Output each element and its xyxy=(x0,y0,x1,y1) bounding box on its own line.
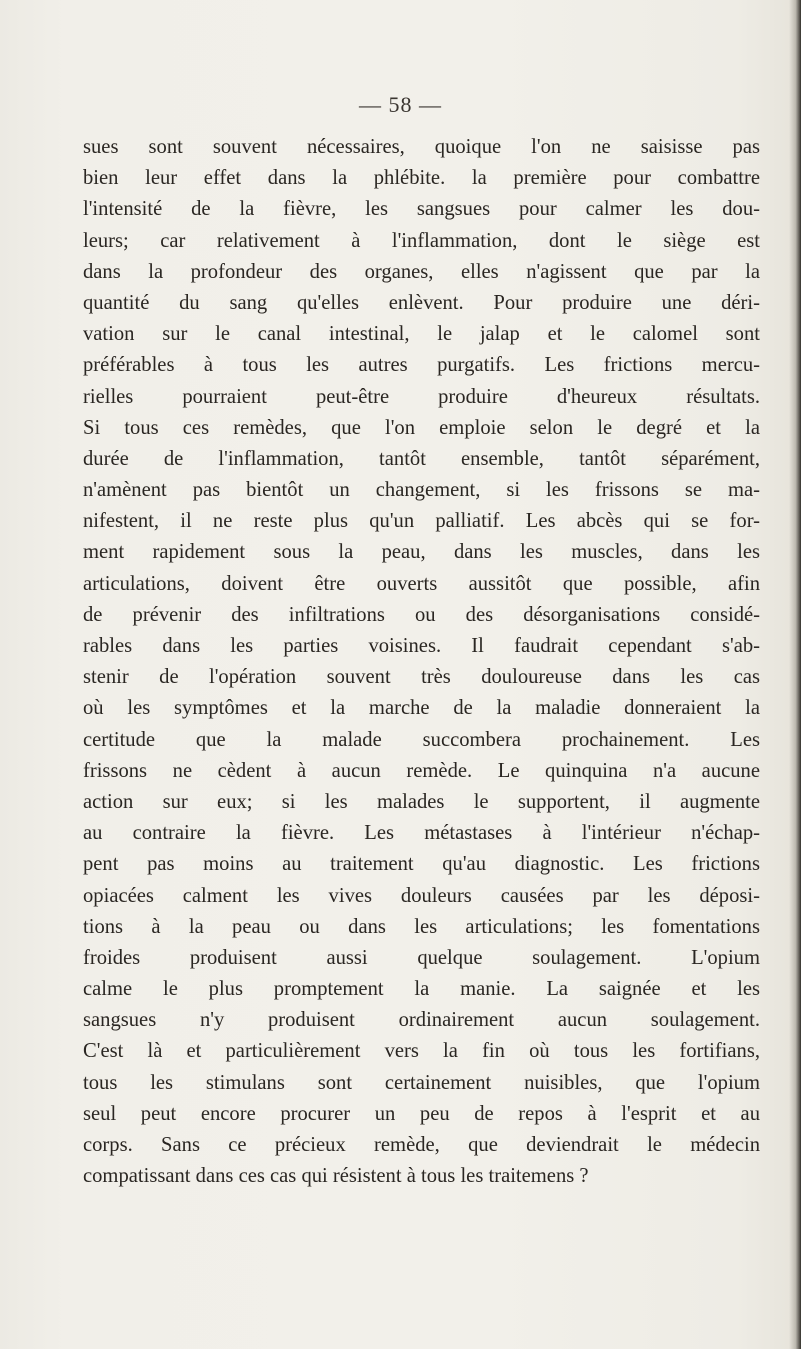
text-line: tions à la peau ou dans les articulations; les fomentations xyxy=(83,915,760,938)
text-line: quantité du sang qu'elles enlèvent. Pour produire une déri- xyxy=(83,291,760,314)
text-line: stenir de l'opération souvent très douloureuse dans les cas xyxy=(83,666,760,689)
text-line: Si tous ces remèdes, que l'on emploie selon le degré et la xyxy=(83,416,760,439)
text-line: pent pas moins au traitement qu'au diagnostic. Les frictions xyxy=(83,853,760,876)
text-line: seul peut encore procurer un peu de repos à l'esprit et au xyxy=(83,1102,760,1125)
text-line: action sur eux; si les malades le supportent, il augmente xyxy=(83,790,760,813)
text-line: de prévenir des infiltrations ou des désorganisations considé- xyxy=(83,603,760,626)
text-line: frissons ne cèdent à aucun remède. Le quinquina n'a aucune xyxy=(83,759,760,782)
text-line: C'est là et particulièrement vers la fin où tous les fortifians, xyxy=(83,1040,760,1063)
text-line: sues sont souvent nécessaires, quoique l'on ne saisisse pas xyxy=(83,136,760,158)
text-line: au contraire la fièvre. Les métastases à l'intérieur n'échap- xyxy=(83,822,760,845)
text-line: où les symptômes et la marche de la maladie donneraient la xyxy=(83,697,760,720)
text-line: rables dans les parties voisines. Il faudrait cependant s'ab- xyxy=(83,635,760,657)
text-line: rielles pourraient peut-être produire d'heureux résultats. xyxy=(83,385,760,408)
page-binding-edge xyxy=(789,0,801,1349)
text-line: durée de l'inflammation, tantôt ensemble, tantôt séparément, xyxy=(83,447,760,470)
text-line: leurs; car relativement à l'inflammation, dont le siège est xyxy=(83,229,760,252)
text-line: préférables à tous les autres purgatifs. Les frictions mercu- xyxy=(83,354,760,377)
text-line: ment rapidement sous la peau, dans les muscles, dans les xyxy=(83,541,760,564)
text-line: articulations, doivent être ouverts aussitôt que possible, afin xyxy=(83,572,760,595)
text-line: corps. Sans ce précieux remède, que deviendrait le médecin xyxy=(83,1134,760,1156)
text-line: sangsues n'y produisent ordinairement aucun soulagement. xyxy=(83,1009,760,1032)
text-line: tous les stimulans sont certainement nuisibles, que l'opium xyxy=(83,1071,760,1094)
text-line: compatissant dans ces cas qui résistent à tous les traitemens ? xyxy=(83,1165,589,1188)
text-line: bien leur effet dans la phlébite. la première pour combattre xyxy=(83,167,760,190)
text-line: opiacées calment les vives douleurs causées par les déposi- xyxy=(83,884,760,907)
body-text xyxy=(83,132,760,1192)
text-line: nifestent, il ne reste plus qu'un palliatif. Les abcès qui se for- xyxy=(83,510,760,533)
text-line: l'intensité de la fièvre, les sangsues pour calmer les dou- xyxy=(83,198,760,221)
text-line: dans la profondeur des organes, elles n'agissent que par la xyxy=(83,260,760,283)
text-line: vation sur le canal intestinal, le jalap et le calomel sont xyxy=(83,323,760,346)
text-line: froides produisent aussi quelque soulagement. L'opium xyxy=(83,946,760,969)
text-line: calme le plus promptement la manie. La saignée et les xyxy=(83,978,760,1001)
page-number: — 58 — xyxy=(359,92,442,117)
text-line: certitude que la malade succombera prochainement. Les xyxy=(83,728,760,751)
text-line: n'amènent pas bientôt un changement, si les frissons se ma- xyxy=(83,479,760,502)
